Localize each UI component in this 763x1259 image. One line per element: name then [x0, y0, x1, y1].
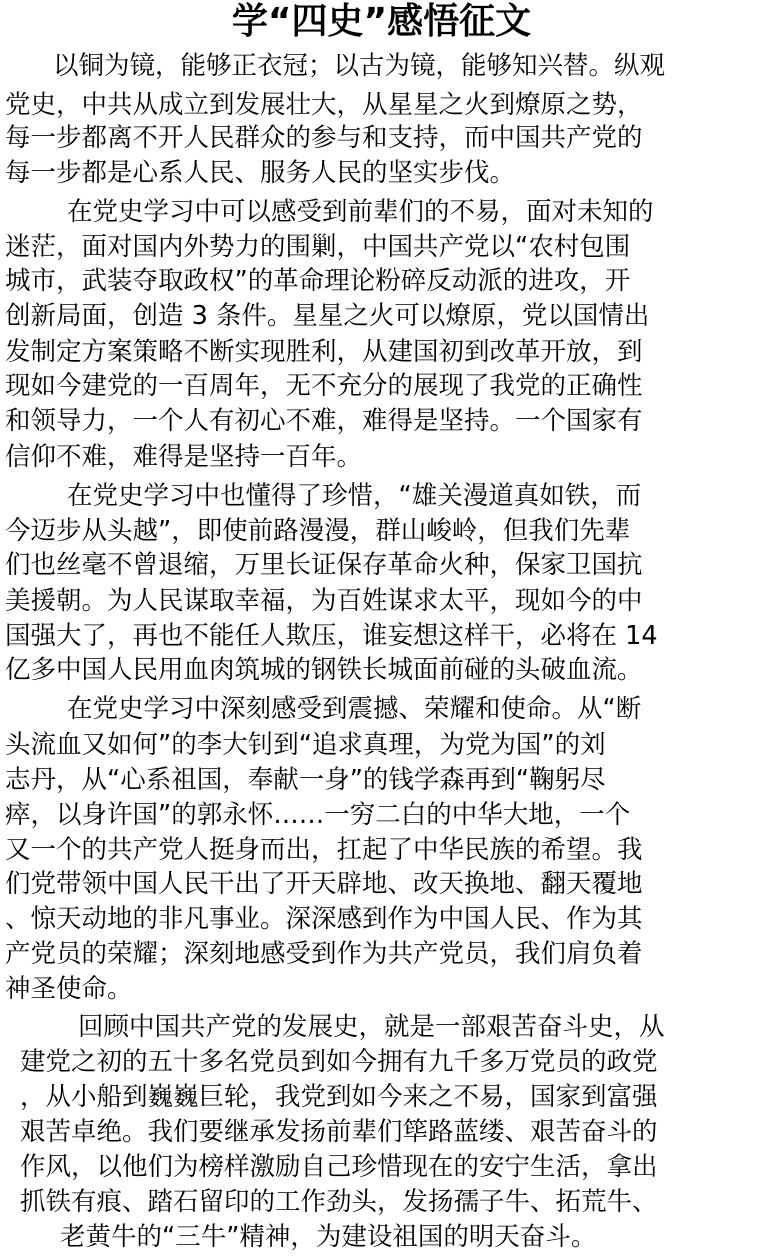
text-line: 在党史学习中可以感受到前辈们的不易，面对未知的	[67, 197, 654, 227]
text-line: 神圣使命。	[5, 974, 133, 1004]
text-line: 老黄牛的“三牛”精神，为建设祖国的明天奋斗。	[60, 1222, 597, 1252]
text-line: 现如今建党的一百周年，无不充分的展现了我党的正确性	[5, 371, 643, 401]
text-line: 今迈步从头越”，即使前路漫漫，群山峻岭，但我们先辈	[5, 516, 631, 546]
text-line: 国强大了，再也不能任人欺压，谁妄想这样干，必将在 14	[5, 621, 658, 651]
text-line: 在党史学习中也懂得了珍惜，“雄关漫道真如铁，而	[67, 481, 642, 511]
text-line: 们党带领中国人民干出了开天辟地、改天换地、翻天覆地	[5, 869, 643, 899]
text-line: 头流血又如何”的李大钊到“追求真理，为党为国”的刘	[5, 730, 606, 760]
document-title: 学“四史”感悟征文	[231, 1, 532, 42]
text-line: 迷茫，面对国内外势力的围剿，中国共产党以“农村包围	[5, 232, 631, 262]
text-line: 以铜为镜，能够正衣冠；以古为镜，能够知兴替。纵观	[53, 51, 666, 81]
text-line: 建党之初的五十多名党员到如今拥有九千多万党员的政党	[20, 1047, 658, 1077]
text-line: 党史，中共从成立到发展壮大，从星星之火到燎原之势，	[5, 90, 643, 120]
text-line: 们也丝毫不曾退缩，万里长证保存革命火种，保家卫国抗	[5, 550, 643, 580]
text-line: ，从小船到巍巍巨轮，我党到如今来之不易，国家到富强	[20, 1082, 658, 1112]
text-line: 每一步都是心系人民、服务人民的坚实步伐。	[5, 158, 516, 188]
text-line: 、惊天动地的非凡事业。深深感到作为中国人民、作为其	[5, 904, 643, 934]
text-line: 又一个的共产党人挺身而出，扛起了中华民族的希望。我	[5, 835, 643, 865]
text-line: 产党员的荣耀；深刻地感受到作为共产党员，我们肩负着	[5, 939, 643, 969]
text-line: 发制定方案策略不断实现胜利，从建国初到改革开放，到	[5, 337, 643, 367]
text-line: 回顾中国共产党的发展史，就是一部艰苦奋斗史，从	[78, 1012, 665, 1042]
text-line: 作风，以他们为榜样激励自己珍惜现在的安宁生活，拿出	[20, 1152, 658, 1182]
text-line: 城市，武装夺取政权”的革命理论粉碎反动派的进攻，开	[5, 266, 631, 296]
text-line: 美援朝。为人民谋取幸福，为百姓谋求太平，现如今的中	[5, 586, 643, 616]
text-line: 每一步都离不开人民群众的参与和支持，而中国共产党的	[5, 123, 643, 153]
text-line: 瘁，以身许国”的郭永怀……一穷二白的中华大地，一个	[5, 800, 631, 830]
text-line: 亿多中国人民用血肉筑城的钢铁长城面前碰的头破血流。	[5, 655, 643, 685]
text-line: 创新局面，创造 3 条件。星星之火可以燎原，党以国情出	[5, 301, 650, 331]
text-line: 抓铁有痕、踏石留印的工作劲头，发扬孺子牛、拓荒牛、	[20, 1187, 658, 1217]
text-line: 在党史学习中深刻感受到震撼、荣耀和使命。从“断	[67, 694, 642, 724]
text-line: 信仰不难，难得是坚持一百年。	[5, 442, 363, 472]
text-line: 志丹，从“心系祖国，奉献一身”的钱学森再到“鞠躬尽	[5, 765, 606, 795]
text-line: 艰苦卓绝。我们要继承发扬前辈们筚路蓝缕、艰苦奋斗的	[20, 1117, 658, 1147]
text-line: 和领导力，一个人有初心不难，难得是坚持。一个国家有	[5, 406, 643, 436]
